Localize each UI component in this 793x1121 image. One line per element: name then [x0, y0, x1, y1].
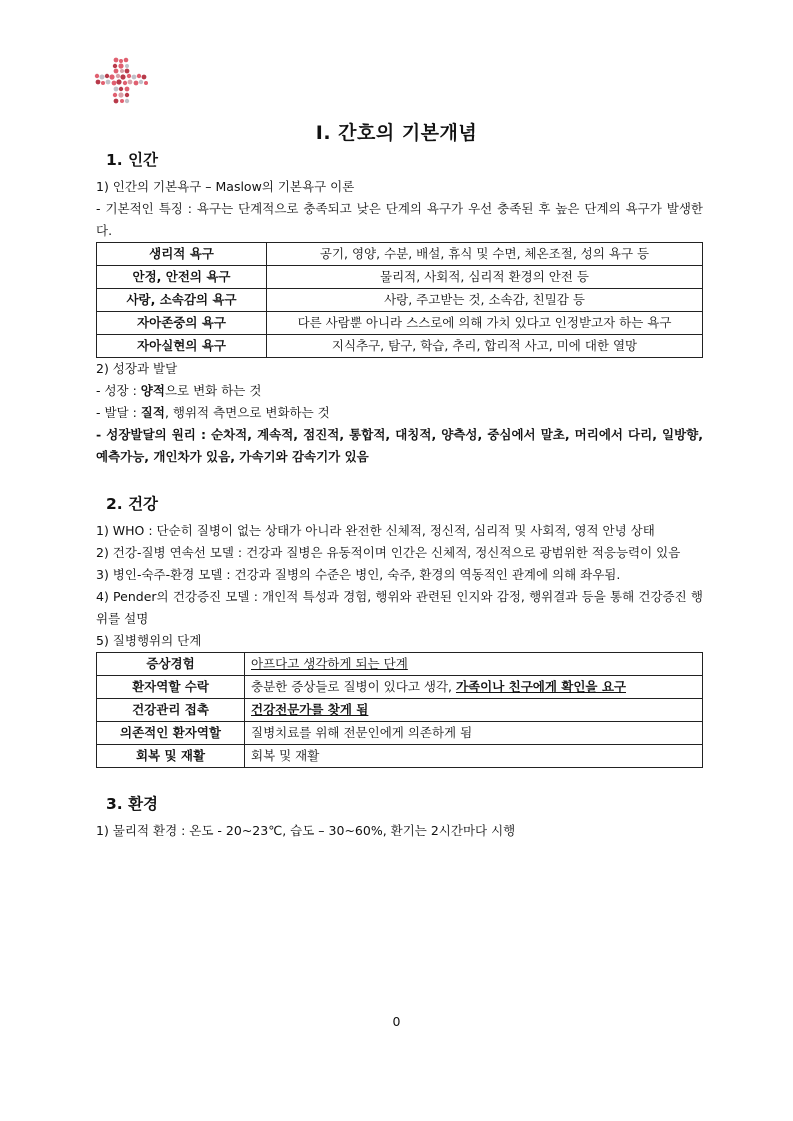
growth-principle: - 성장발달의 원리 : 순차적, 계속적, 점진적, 통합적, 대칭적, 양측성, 중심에서 말초, 머리에서 다리, 일방향, 예측가능, 개인차가 있음, 가속기와 감속기가 있음 — [96, 427, 703, 464]
table-row — [97, 266, 703, 289]
stage-name: 의존적인 환자역할 — [97, 722, 245, 745]
section-heading-health: 2. 건강 — [106, 495, 159, 513]
need-name: 자아실현의 욕구 — [97, 335, 267, 358]
growth-line — [96, 380, 703, 402]
health-item-who: 1) WHO : 단순히 질병이 없는 상태가 아니라 완전한 신체적, 정신적, 심리적 및 사회적, 영적 안녕 상태 — [96, 523, 655, 538]
document-title: Ⅰ. 간호의 기본개념 — [315, 122, 478, 144]
need-name: 생리적 욕구 — [97, 243, 267, 266]
stage-desc: 회복 및 재활 — [245, 745, 703, 768]
table-row — [97, 289, 703, 312]
stage-name: 환자역할 수락 — [97, 676, 245, 699]
stage-desc-prefix: 충분한 증상들로 질병이 있다고 생각, — [251, 679, 456, 694]
need-desc: 다른 사람뿐 아니라 스스로에 의해 가치 있다고 인정받고자 하는 욕구 — [267, 312, 703, 335]
need-desc: 공기, 영양, 수분, 배설, 휴식 및 수면, 체온조절, 성의 욕구 등 — [267, 243, 703, 266]
stage-desc: 질병치료를 위해 전문인에게 의존하게 됨 — [245, 722, 703, 745]
table-row — [97, 745, 703, 768]
stage-desc — [245, 676, 703, 699]
need-desc: 지식추구, 탐구, 학습, 추리, 합리적 사고, 미에 대한 열망 — [267, 335, 703, 358]
need-name: 자아존중의 욕구 — [97, 312, 267, 335]
red-cross-logo-icon — [94, 56, 150, 106]
table-row — [97, 312, 703, 335]
table-row — [97, 243, 703, 266]
growth-suffix: 으로 변화 하는 것 — [164, 383, 262, 398]
table-row — [97, 653, 703, 676]
need-desc: 사랑, 주고받는 것, 소속감, 친밀감 등 — [267, 289, 703, 312]
development-prefix: - 발달 : — [96, 405, 141, 420]
table-row — [97, 676, 703, 699]
section-heading-human: 1. 인간 — [106, 151, 159, 169]
maslow-item: 1) 인간의 기본욕구 – Maslow의 기본욕구 이론 — [96, 179, 355, 194]
page-number: 0 — [392, 1014, 401, 1029]
stage-name: 건강관리 접촉 — [97, 699, 245, 722]
table-row — [97, 335, 703, 358]
table-row — [97, 699, 703, 722]
maslow-needs-table — [96, 242, 703, 358]
section-heading-environment: 3. 환경 — [106, 795, 159, 813]
stage-name: 회복 및 재활 — [97, 745, 245, 768]
growth-prefix: - 성장 : — [96, 383, 141, 398]
stage-desc: 아프다고 생각하게 되는 단계 — [245, 653, 703, 676]
growth-development-item: 2) 성장과 발달 — [96, 361, 178, 376]
environment-item: 1) 물리적 환경 : 온도 - 20~23℃, 습도 – 30~60%, 환기는 2시간마다 시행 — [96, 823, 516, 838]
stage-name: 증상경험 — [97, 653, 245, 676]
illness-stages-table — [96, 652, 703, 768]
growth-bold: 양적 — [140, 383, 165, 398]
health-item-continuum: 2) 건강-질병 연속선 모델 : 건강과 질병은 유동적이며 인간은 신체적, 정신적으로 광범위한 적응능력이 있음 — [96, 545, 681, 560]
stage-desc: 건강전문가를 찾게 됨 — [245, 699, 703, 722]
table-row — [97, 722, 703, 745]
health-item-pender: 4) Pender의 건강증진 모델 : 개인적 특성과 경험, 행위와 관련된 인지와 감정, 행위결과 등을 통해 건강증진 행위를 설명 — [96, 589, 703, 626]
need-name: 안정, 안전의 욕구 — [97, 266, 267, 289]
health-item-illness: 5) 질병행위의 단계 — [96, 633, 202, 648]
stage-desc-bold: 가족이나 친구에게 확인을 요구 — [455, 679, 626, 694]
development-line — [96, 402, 703, 424]
need-name: 사랑, 소속감의 욕구 — [97, 289, 267, 312]
development-bold: 질적 — [140, 405, 165, 420]
need-desc: 물리적, 사회적, 심리적 환경의 안전 등 — [267, 266, 703, 289]
maslow-description: - 기본적인 특징 : 욕구는 단계적으로 충족되고 낮은 단계의 욕구가 우선 충족된 후 높은 단계의 욕구가 발생한다. — [96, 201, 703, 238]
health-item-agent-host: 3) 병인-숙주-환경 모델 : 건강과 질병의 수준은 병인, 숙주, 환경의 역동적인 관계에 의해 좌우됨. — [96, 567, 621, 582]
development-suffix: , 행위적 측면으로 변화하는 것 — [164, 405, 330, 420]
document-body — [96, 148, 703, 842]
